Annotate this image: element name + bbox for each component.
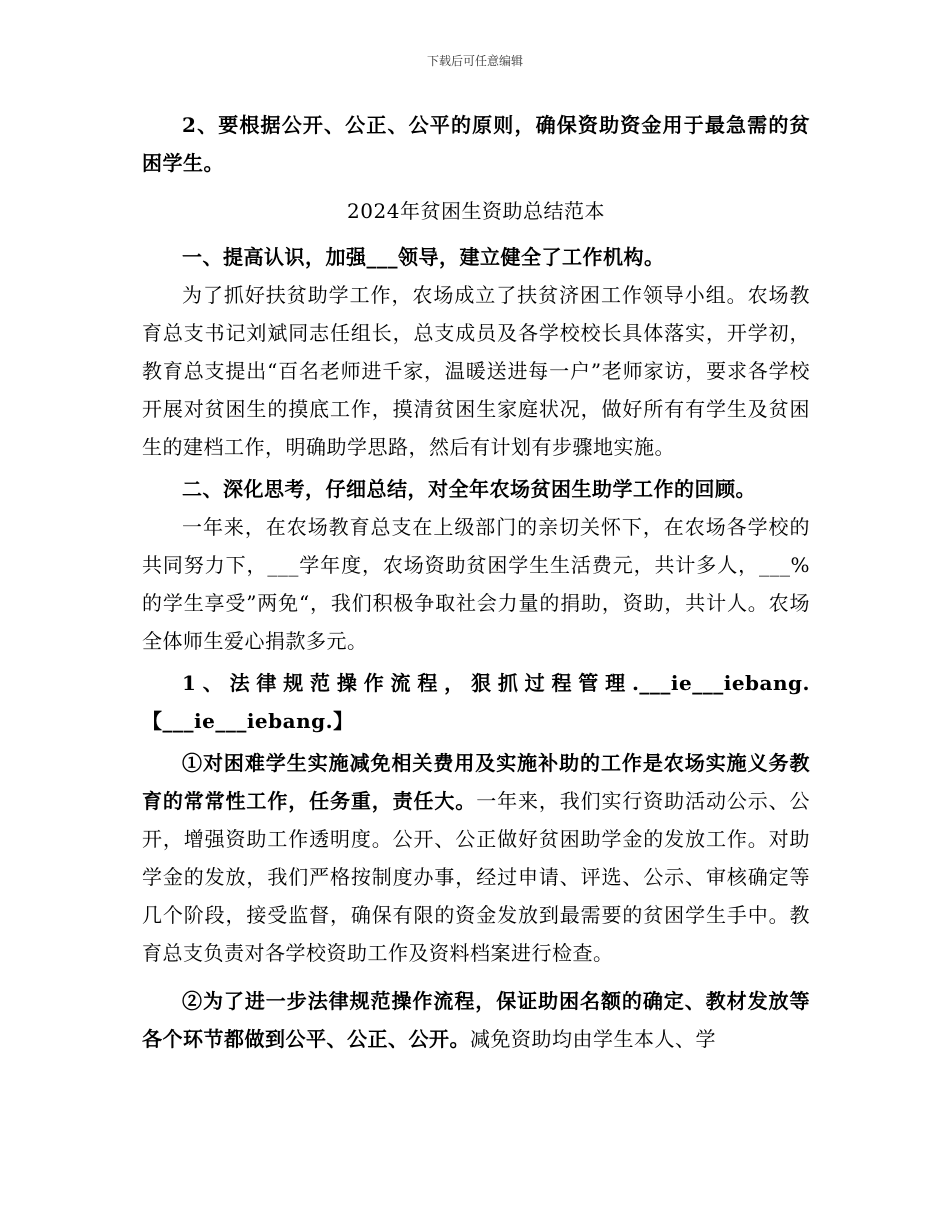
section2-body: 一年来，在农场教育总支在上级部门的亲切关怀下，在农场各学校的共同努力下，___学年度，农场资助贫困学生生活费元，共计多人，___%的学生享受”两免“，我们积极争取社会力量的捐助，资助，共计人。农场全体师生爱心捐款多元。: [142, 515, 810, 653]
item1a-bold-text: ①对困难学生实施减免相关费用及实施补助的工作是农场实施义务教育的常常性工作，任务重，责任大。: [142, 751, 810, 813]
item1a-paragraph: [142, 744, 810, 972]
item1b-text: 减免资助均由学生本人、学: [470, 1027, 716, 1051]
item1b-bold-text: ②为了进一步法律规范操作流程，保证助困名额的确定、教材发放等各个环节都做到公平、公正、公开。: [142, 989, 810, 1051]
document-title: 2024年贫困生资助总结范本: [347, 199, 605, 223]
document-body: [142, 106, 810, 1058]
section1-body: 为了抓好扶贫助学工作，农场成立了扶贫济困工作领导小组。农场教育总支书记刘斌同志任组长，总支成员及各学校校长具体落实，开学初，教育总支提出“百名老师进千家，温暖送进每一户”老师家访，要求各学校开展对贫困生的摸底工作，摸清贫困生家庭状况，做好所有有学生及贫困生的建档工作，明确助学思路，然后有计划有步骤地实施。: [142, 283, 810, 459]
section2-heading: 二、深化思考，仔细总结，对全年农场贫困生助学工作的回顾。: [182, 477, 756, 501]
page-header: 下载后可任意编辑: [426, 54, 523, 68]
section1-heading: 一、提高认识，加强___领导，建立健全了工作机构。: [182, 245, 665, 269]
item1-heading: 1、法律规范操作流程，狠抓过程管理.___ie___iebang.【___ie___iebang.】: [142, 671, 810, 733]
item1a-text: 一年来，我们实行资助活动公示、公开，增强资助工作透明度。公开、公正做好贫困助学金的发放工作。对助学金的发放，我们严格按制度办事，经过申请、评选、公示、审核确定等几个阶段，接受监督，确保有限的资金发放到最需要的贫困学生手中。教育总支负责对各学校资助工作及资料档案进行检查。: [142, 789, 811, 965]
item1b-paragraph: [142, 982, 810, 1058]
intro-paragraph: 2、要根据公开、公正、公平的原则，确保资助资金用于最急需的贫困学生。: [142, 113, 810, 175]
